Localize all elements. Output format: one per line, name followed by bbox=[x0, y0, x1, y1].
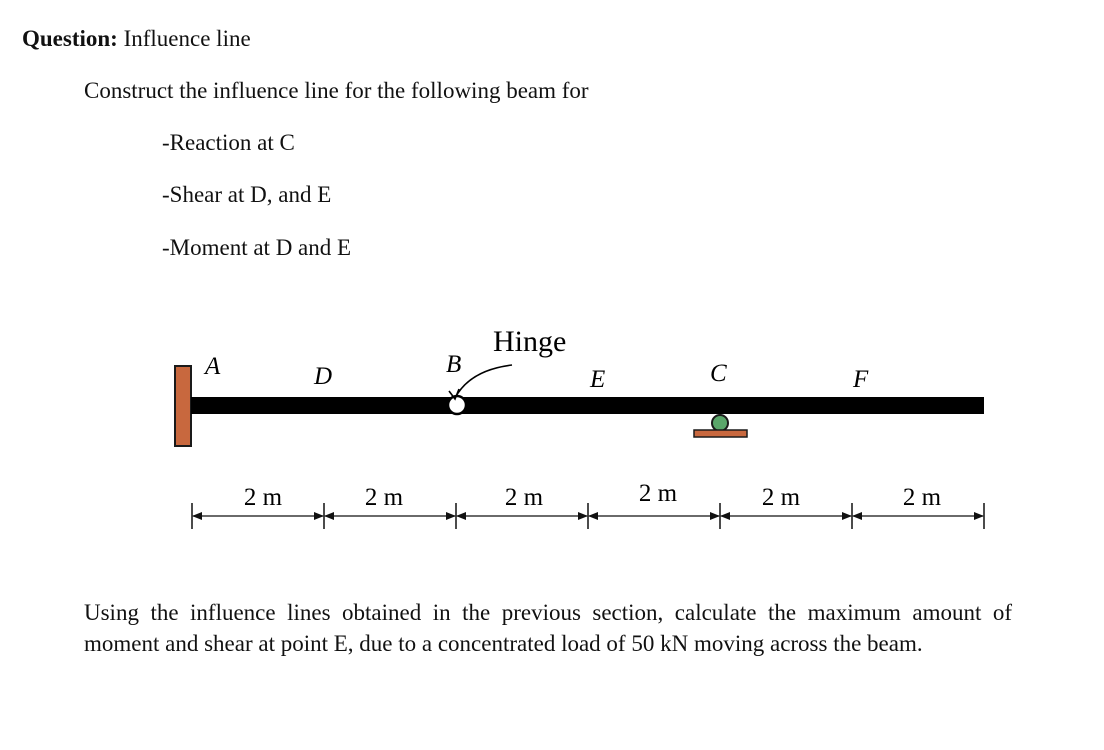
hinge-label: Hinge bbox=[493, 325, 567, 358]
roller-base bbox=[694, 430, 747, 437]
task-item-reaction: -Reaction at C bbox=[162, 130, 295, 155]
roller-pin bbox=[712, 415, 728, 431]
point-label-f: F bbox=[853, 366, 869, 393]
span-label-be: 2 m bbox=[504, 484, 544, 511]
hinge-circle bbox=[448, 396, 466, 414]
span-label-f-end: 2 m bbox=[902, 484, 942, 511]
task-item-moment: -Moment at D and E bbox=[162, 235, 352, 260]
closing-paragraph: Using the influence lines obtained in the previous section, calculate the maximum amount of moment and shear at point E, due to a concentrated load of 50 kN moving across the beam. bbox=[84, 600, 1012, 656]
point-label-b: B bbox=[446, 351, 462, 378]
question-title: Influence line bbox=[123, 26, 251, 51]
span-label-ad: 2 m bbox=[243, 484, 283, 511]
point-label-a: A bbox=[205, 353, 221, 380]
span-label-cf: 2 m bbox=[761, 484, 801, 511]
point-label-d: D bbox=[314, 363, 333, 390]
hinge-pointer-arrow bbox=[455, 365, 512, 398]
span-label-db: 2 m bbox=[364, 484, 404, 511]
beam bbox=[191, 397, 984, 414]
question-label: Question: bbox=[22, 26, 118, 51]
intro-text: Construct the influence line for the following beam for bbox=[84, 78, 589, 103]
fixed-support bbox=[175, 366, 191, 446]
task-item-shear: -Shear at D, and E bbox=[162, 182, 332, 207]
span-label-ec: 2 m bbox=[638, 480, 678, 507]
point-label-c: C bbox=[710, 360, 727, 387]
point-label-e: E bbox=[590, 366, 606, 393]
